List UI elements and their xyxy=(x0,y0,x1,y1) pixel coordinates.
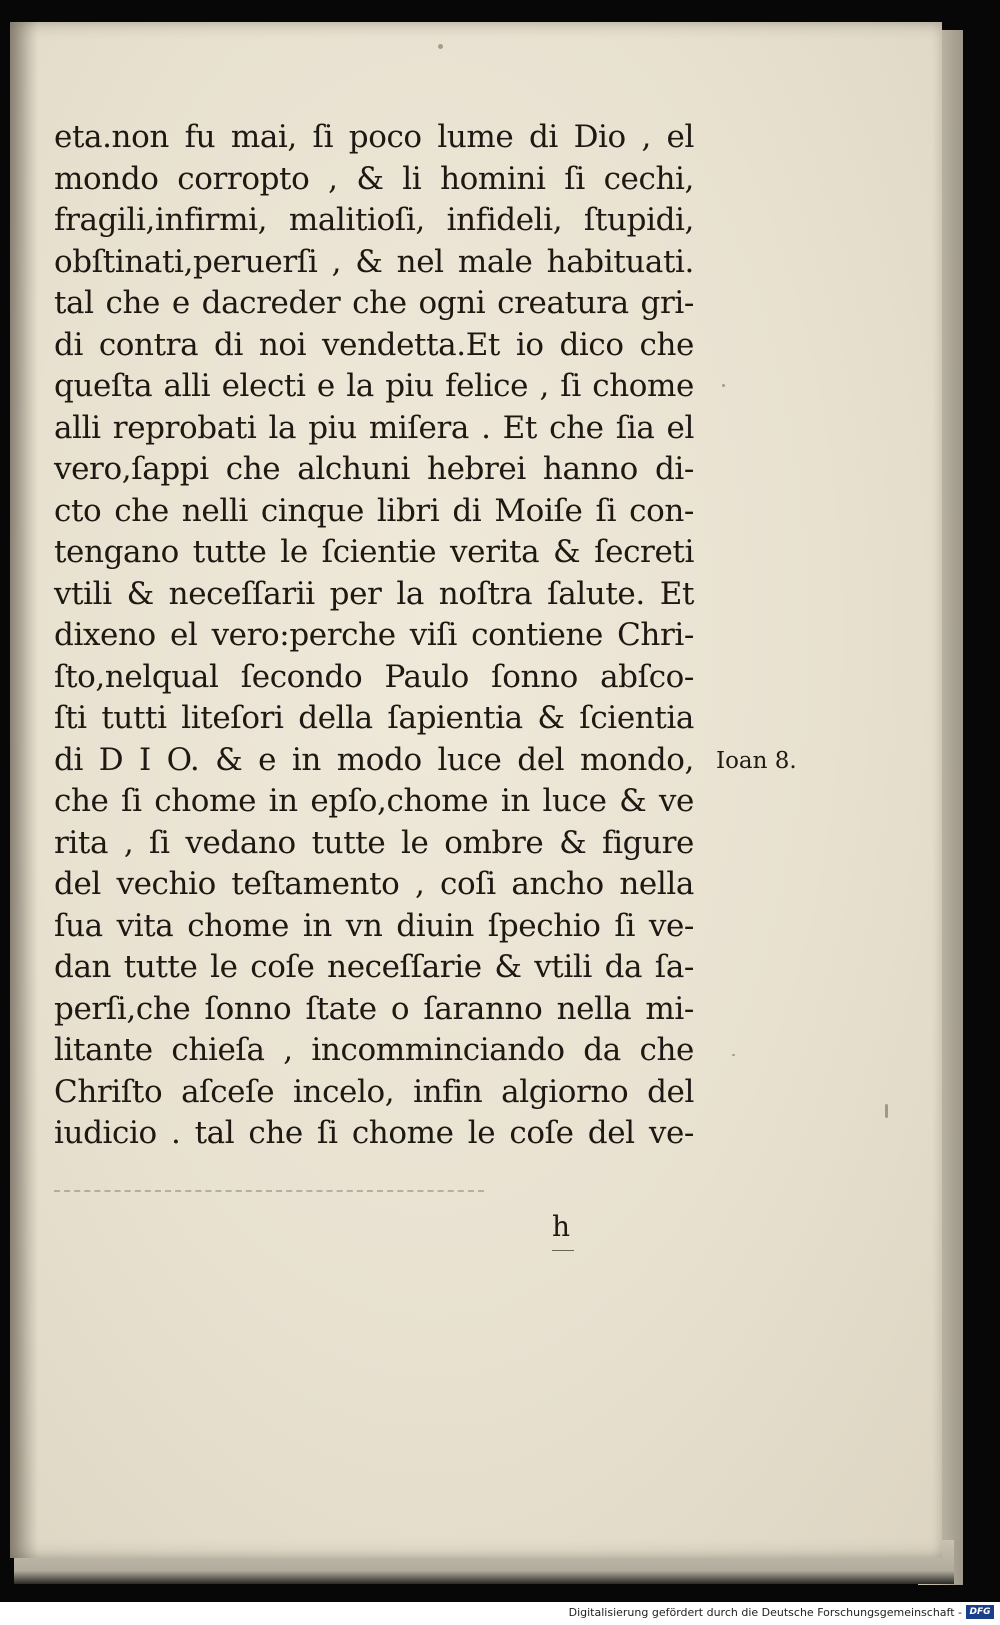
text-line: di contra di noi vendetta.Et io dico che xyxy=(54,326,694,363)
text-line: dixeno el vero:perche viſi contiene Chri- xyxy=(54,617,694,653)
bleed-through-marks xyxy=(54,1190,484,1200)
text-line: ſti tutti liteſori della ſapientia & ſcientia xyxy=(54,700,694,736)
text-line: rita , ſi vedano tutte le ombre & figure xyxy=(54,824,694,861)
gutter-shadow xyxy=(10,22,38,1558)
text-line: alli reprobati la piu miſera . Et che ſia el xyxy=(54,409,694,446)
text-line: di D I O. & e in modo luce del mondo, xyxy=(54,741,694,778)
digitization-credit: Digitalisierung gefördert durch die Deutsche Forschungsgemeinschaft - xyxy=(568,1606,962,1619)
book-page xyxy=(10,22,942,1558)
text-line: mondo corropto , & li homini ſi cechi, xyxy=(54,160,694,197)
dfg-logo-icon: DFG xyxy=(966,1605,994,1619)
ink-speck xyxy=(722,384,725,387)
text-line: ſua vita chome in vn diuin ſpechio ſi ve- xyxy=(54,907,694,944)
text-line: tengano tutte le ſcientie verita & ſecreti xyxy=(54,534,694,570)
text-line: eta.non fu mai, ſi poco lume di Dio , el xyxy=(54,119,694,155)
text-line: tal che e dacreder che ogni creatura gri- xyxy=(54,285,694,321)
text-line: ſto,nelqual ſecondo Paulo ſonno abſco- xyxy=(54,658,694,695)
ink-speck xyxy=(885,1104,888,1118)
text-line: che ſi chome in epſo,chome in luce & ve xyxy=(54,783,694,819)
text-line: perſi,che ſonno ſtate o ſaranno nella mi- xyxy=(54,990,694,1027)
text-line: obſtinati,peruerſi , & nel male habituati. xyxy=(54,243,694,280)
text-line: cto che nelli cinque libri di Moiſe ſi con- xyxy=(54,492,694,529)
marginal-note: Ioan 8. xyxy=(716,748,797,774)
text-line: litante chieſa , incomminciando da che xyxy=(54,1032,694,1068)
text-line: Chriſto aſceſe incelo, infin algiorno del xyxy=(54,1073,694,1110)
ink-speck xyxy=(732,1054,735,1056)
ink-speck xyxy=(438,44,443,49)
signature-underline xyxy=(552,1250,574,1251)
body-text xyxy=(54,117,694,1155)
text-line: queſta alli electi e la piu felice , ſi chome xyxy=(54,368,694,404)
text-line: dan tutte le coſe neceſſarie & vtili da ſa- xyxy=(54,949,694,985)
signature-mark: h xyxy=(552,1210,571,1243)
text-line: vtili & neceſſarii per la noſtra ſalute. Et xyxy=(54,575,694,612)
text-line: iudicio . tal che ſi chome le coſe del ve- xyxy=(54,1115,694,1151)
text-line: fragili,infirmi, malitioſi, infideli, ſtupidi, xyxy=(54,202,694,238)
text-line: vero,ſappi che alchuni hebrei hanno di- xyxy=(54,451,694,487)
text-line: del vechio teſtamento , coſi ancho nella xyxy=(54,866,694,902)
